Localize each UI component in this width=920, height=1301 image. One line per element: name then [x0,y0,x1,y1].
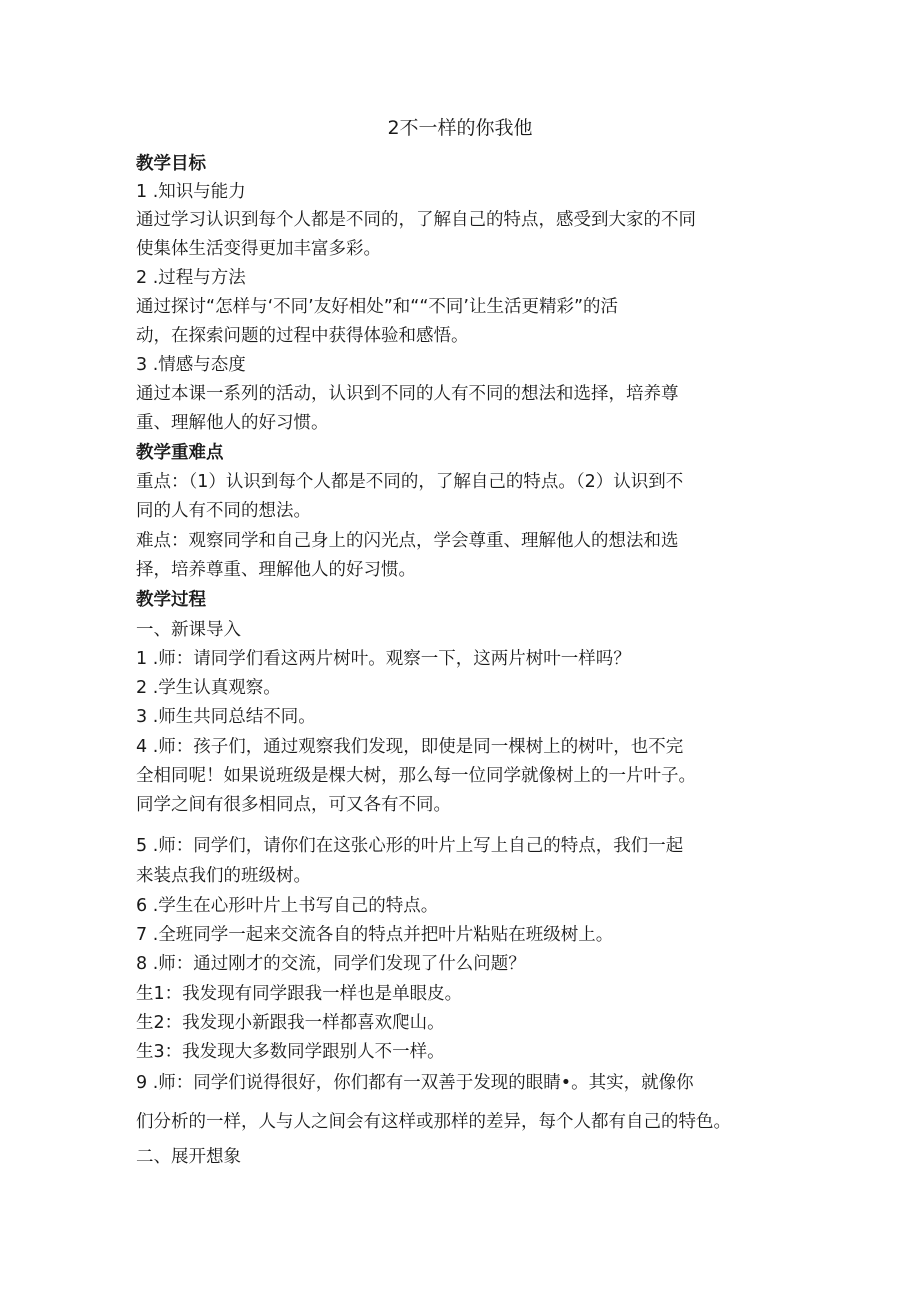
body-line: 4 .师：孩子们，通过观察我们发现，即使是同一棵树上的树叶，也不完 [136,737,684,757]
body-line: 重点：（1）认识到每个人都是不同的，了解自己的特点。（2）认识到不 [136,472,684,492]
section-heading: 教学目标 [136,154,206,174]
body-line: 全相同呢！如果说班级是棵大树，那么每一位同学就像树上的一片叶子。 [136,766,696,786]
body-line: 动，在探索问题的过程中获得体验和感悟。 [136,326,469,346]
body-line: 3 .情感与态度 [136,355,246,375]
body-line: 通过学习认识到每个人都是不同的，了解自己的特点，感受到大家的不同 [136,210,696,230]
body-line: 们分析的一样，人与人之间会有这样或那样的差异，每个人都有自己的特色。 [136,1112,731,1132]
body-line: 同学之间有很多相同点，可又各有不同。 [136,795,451,815]
body-line: 生1：我发现有同学跟我一样也是单眼皮。 [136,984,463,1004]
body-line: 1 .师：请同学们看这两片树叶。观察一下，这两片树叶一样吗？ [136,649,631,669]
body-line: 9 .师：同学们说得很好，你们都有一双善于发现的眼睛•。其实，就像你 [136,1073,694,1093]
body-line: 同的人有不同的想法。 [136,501,311,521]
section-heading: 教学重难点 [136,443,224,463]
body-line: 8 .师：通过刚才的交流，同学们发现了什么问题？ [136,954,526,974]
body-line: 1 .知识与能力 [136,182,246,202]
body-line: 二、展开想象 [136,1147,241,1167]
body-line: 生2：我发现小新跟我一样都喜欢爬山。 [136,1013,445,1033]
body-line: 2 .过程与方法 [136,268,246,288]
body-line: 2 .学生认真观察。 [136,678,281,698]
body-line: 5 .师：同学们，请你们在这张心形的叶片上写上自己的特点，我们一起 [136,836,684,856]
body-line: 择，培养尊重、理解他人的好习惯。 [136,560,416,580]
body-line: 来装点我们的班级树。 [136,866,311,886]
body-line: 通过本课一系列的活动，认识到不同的人有不同的想法和选择，培养尊 [136,384,679,404]
body-line: 生3：我发现大多数同学跟别人不一样。 [136,1042,445,1062]
body-line: 难点：观察同学和自己身上的闪光点，学会尊重、理解他人的想法和选 [136,531,679,551]
body-line: 通过探讨“怎样与‘不同’友好相处”和““不同’让生活更精彩”的活 [136,297,619,317]
section-heading: 教学过程 [136,590,206,610]
body-line: 重、理解他人的好习惯。 [136,413,329,433]
body-line: 7 .全班同学一起来交流各自的特点并把叶片粘贴在班级树上。 [136,925,614,945]
document-title: 2不一样的你我他 [387,117,533,139]
body-line: 使集体生活变得更加丰富多彩。 [136,239,381,259]
body-line: 3 .师生共同总结不同。 [136,707,316,727]
body-line: 一、新课导入 [136,620,241,640]
body-line: 6 .学生在心形叶片上书写自己的特点。 [136,896,439,916]
